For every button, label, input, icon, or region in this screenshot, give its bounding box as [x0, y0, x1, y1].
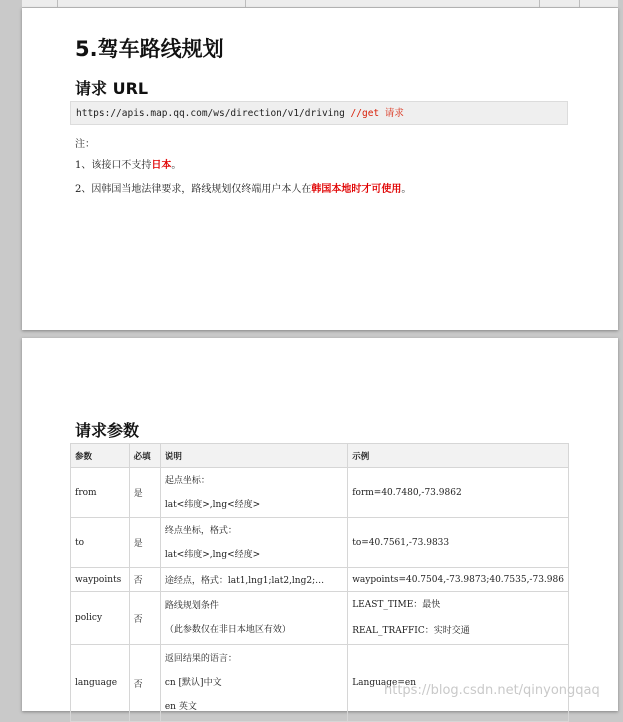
example-line: Language=en — [352, 678, 417, 688]
table-header-row — [71, 444, 569, 468]
param-name: language — [71, 645, 130, 722]
ruler-divider — [539, 0, 540, 7]
note2-text: 2、因韩国当地法律要求，路线规划仅终端用户本人在 — [75, 184, 312, 195]
example-line: form=40.7480,-73.9862 — [352, 487, 462, 498]
section-title: 5.驾车路线规划 — [75, 37, 224, 61]
column-header: 参数 — [71, 444, 130, 468]
param-required: 否 — [129, 645, 160, 722]
request-url-heading: 请求 URL — [75, 79, 149, 98]
column-header: 示例 — [348, 444, 569, 468]
note1-text: 1、该接口不支持 — [75, 160, 152, 171]
ruler-divider — [245, 0, 246, 7]
table-row — [71, 468, 569, 518]
top-ruler — [22, 0, 618, 8]
desc-line: （此参数仅在非日本地区有效） — [164, 625, 291, 635]
example-line: waypoints=40.7504,-73.9873;40.7535,-73.986 — [352, 574, 564, 585]
request-params-heading: 请求参数 — [75, 421, 140, 440]
column-header: 必填 — [129, 444, 160, 468]
desc-line: 终点坐标，格式： — [164, 525, 237, 536]
desc-line: 路线规划条件 — [164, 601, 219, 611]
example-line: REAL_TRAFFIC：实时交通 — [352, 626, 470, 636]
table-row — [71, 518, 569, 568]
column-header: 说明 — [160, 444, 347, 468]
param-desc — [160, 468, 347, 518]
example-line: to=40.7561,-73.9833 — [352, 537, 450, 548]
param-name: waypoints — [71, 568, 130, 592]
table-row — [71, 568, 569, 592]
param-required: 否 — [129, 592, 160, 645]
param-desc — [160, 645, 347, 722]
param-required: 是 — [129, 518, 160, 568]
param-example — [348, 568, 569, 592]
desc-line: 途经点，格式：lat1,lng1;lat2,lng2;… — [164, 576, 325, 586]
note1-highlight: 日本 — [151, 160, 172, 171]
request-url-comment: //get 请求 — [350, 108, 404, 119]
desc-line: lat<纬度>,lng<经度> — [164, 499, 261, 510]
request-url-text: https://apis.map.qq.com/ws/direction/v1/driving — [76, 108, 351, 119]
ruler-divider — [579, 0, 580, 7]
note2-suffix: 。 — [401, 184, 412, 195]
param-required: 是 — [129, 468, 160, 518]
desc-line: lat<纬度>,lng<经度> — [164, 549, 261, 560]
param-desc — [160, 518, 347, 568]
param-required: 否 — [129, 568, 160, 592]
note-item-2 — [75, 180, 411, 195]
param-example — [348, 468, 569, 518]
param-name: to — [71, 518, 130, 568]
document-page-1 — [22, 8, 618, 330]
param-desc — [160, 568, 347, 592]
document-page-2 — [22, 338, 618, 711]
desc-line: en 英文 — [164, 702, 197, 712]
request-url-code — [70, 101, 568, 125]
param-example — [348, 518, 569, 568]
watermark: https://blog.csdn.net/qinyongqaq — [384, 683, 600, 698]
desc-line: 起点坐标： — [164, 475, 210, 486]
params-table — [70, 443, 569, 722]
note2-highlight: 韩国本地时才可使用 — [311, 184, 402, 195]
note1-suffix: 。 — [171, 160, 182, 171]
param-desc — [160, 592, 347, 645]
param-example — [348, 592, 569, 645]
param-name: from — [71, 468, 130, 518]
desc-line: cn [默认]中文 — [164, 678, 222, 688]
param-name: policy — [71, 592, 130, 645]
table-row — [71, 592, 569, 645]
note-item-1 — [75, 156, 181, 171]
ruler-divider — [57, 0, 58, 7]
note-label: 注： — [75, 139, 95, 150]
desc-line: 返回结果的语言： — [164, 654, 237, 664]
example-line: LEAST_TIME：最快 — [352, 600, 441, 610]
